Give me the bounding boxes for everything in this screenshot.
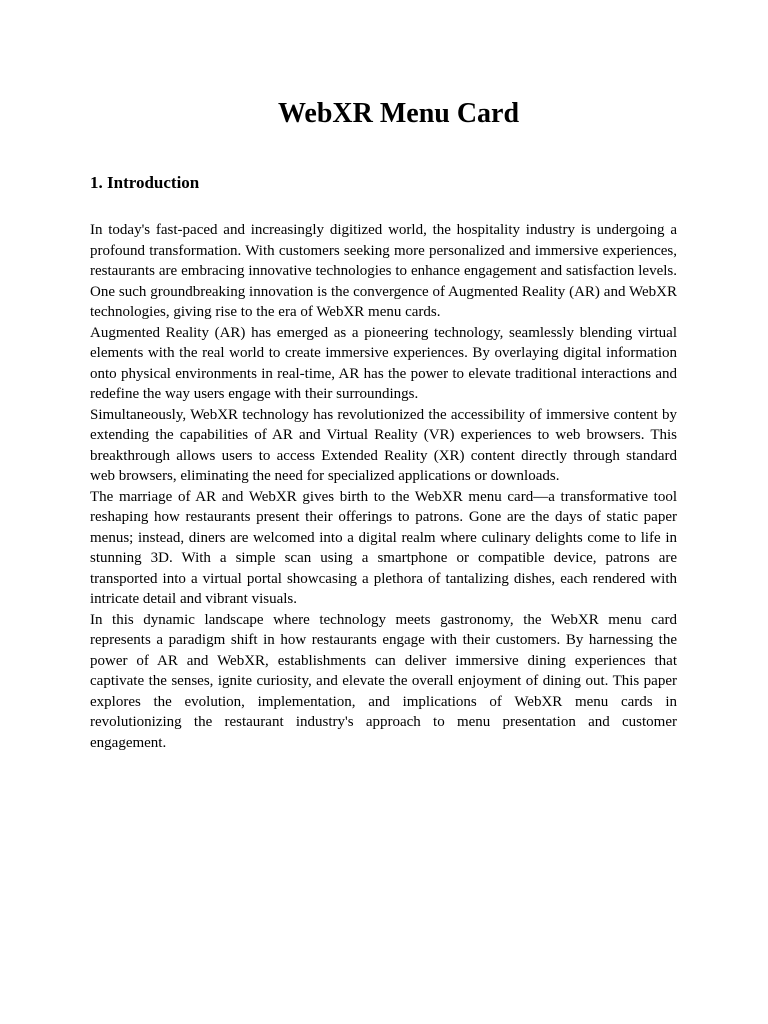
paragraph: In this dynamic landscape where technology meets gastronomy, the WebXR menu card represents a paradigm shift in how restaurants engage with their customers. By harnessing the power of AR and WebXR, establishments can deliver immersive dining experiences that captivate the senses, ignite curiosity, and elevate the overall enjoyment of dining out. This paper explores the evolution, implementation, and implications of WebXR menu cards in revolutionizing the restaurant industry's approach to menu presentation and customer engagement. — [90, 611, 677, 751]
paragraph: In today's fast-paced and increasingly digitized world, the hospitality industry is undergoing a profound transformation. With customers seeking more personalized and immersive experiences, restaurants are embracing innovative technologies to enhance engagement and satisfaction levels. One such groundbreaking innovation is the convergence of Augmented Reality (AR) and WebXR technologies, giving rise to the era of WebXR menu cards. — [90, 222, 677, 320]
section-heading-introduction: 1. Introduction — [90, 173, 200, 192]
paragraph: The marriage of AR and WebXR gives birth to the WebXR menu card—a transformative tool reshaping how restaurants present their offerings to patrons. Gone are the days of static paper menus; instead, diners are welcomed into a digital realm where culinary delights come to life in stunning 3D. With a simple scan using a smartphone or compatible device, patrons are transported into a virtual portal showcasing a plethora of tantalizing dishes, each rendered with intricate detail and vibrant visuals. — [90, 488, 677, 607]
paragraph: Augmented Reality (AR) has emerged as a pioneering technology, seamlessly blending virtual elements with the real world to create immersive experiences. By overlaying digital information onto physical environments in real-time, AR has the power to elevate traditional interactions and redefine the way users engage with their surroundings. — [90, 324, 677, 402]
document-title: WebXR Menu Card — [277, 98, 520, 129]
paragraph: Simultaneously, WebXR technology has revolutionized the accessibility of immersive content by extending the capabilities of AR and Virtual Reality (VR) experiences to web browsers. This breakthrough allows users to access Extended Reality (XR) content directly through standard web browsers, eliminating the need for specialized applications or downloads. — [90, 406, 677, 484]
body-text — [90, 220, 677, 753]
